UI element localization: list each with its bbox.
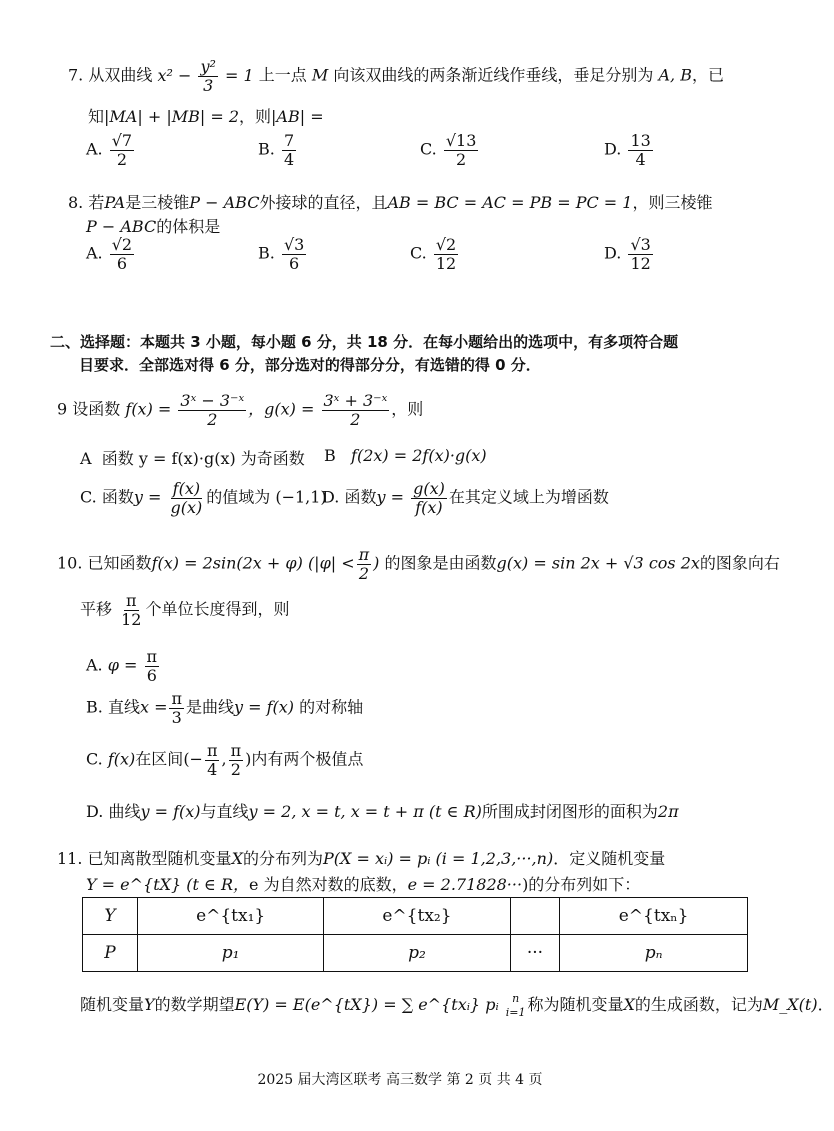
q9-number: 9 [57,399,68,419]
q10-line2: 平移 $\frac{\pi}{12}$ 个单位长度得到，则 [80,591,290,629]
q10-option-c: C. f(x)在区间(− $\frac{\pi}{4}$ , $\frac{\pi}{2}$ )内有两个极值点 [86,741,364,779]
q8-option-d: D. $\frac{√3}{12}$ [604,235,651,273]
q7-number: 7. [68,65,84,85]
q9-option-d: D. 函数y = $\frac{g(x)}{f(x)}$ 在其定义域上为增函数 [322,479,609,517]
table-cell: Y [83,898,138,935]
table-cell: e^{tx₂} [324,898,510,935]
table-cell: p₁ [138,935,324,972]
q8-option-b: B. $\frac{√3}{6}$ [258,235,305,273]
q7-option-d: D. $\frac{13}{4}$ [604,131,651,169]
q7-line2: 知|MA| + |MB| = 2，则|AB| = [88,107,324,126]
q11-generating-function: 随机变量Y的数学期望E(Y) = E(e^{tX}) = ∑ e^{txᵢ} pᵢ n i=1 称为随机变量X的生成函数，记为M_X(t)． [80,992,834,1019]
q9-stem: 9 设函数 f(x) = $\frac{\text{3ˣ − 3⁻ˣ}}{2}$ ，g(x) = $\frac{\text{3ˣ + 3⁻ˣ}}{2}$ ，则 [57,391,424,429]
q10-line1: 10. 已知函数f(x) = 2sin(2x + φ) (|φ| < $\frac{\pi}{2}$ ) 的图象是由函数g(x) = sin 2x + √3 cos 2x的图象向右 [57,545,780,583]
q11-line2: Y = e^{tX} (t ∈ R，e 为自然对数的底数，e = 2.71828···)的分布列如下： [86,875,641,894]
hyperbola-equation: x² − $\frac{\text{y²}}{3}$ = 1 [157,57,254,95]
table-cell: P [83,935,138,972]
q7-line1: 7. 从双曲线 x² − $\frac{\text{y²}}{3}$ = 1 上一点 M 向该双曲线的两条渐近线作垂线，垂足分别为 A, B，已 [68,57,724,95]
q11-line1: 11. 已知离散型随机变量X的分布列为P(X = xᵢ) = pᵢ (i = 1,2,3,···,n)．定义随机变量 [57,849,666,868]
q8-line1: 8. 若PA是三棱锥P − ABC外接球的直径，且AB = BC = AC = PB = PC = 1，则三棱锥 [68,193,713,212]
q11-number: 11. [57,849,83,868]
table-cell: e^{txₙ} [560,898,748,935]
q7-option-a: A. $\frac{√7}{2}$ [86,131,133,169]
table-cell [510,898,560,935]
q7-option-b: B. $\frac{7}{4}$ [258,131,295,169]
q10-option-a: A. φ = $\frac{\pi}{6}$ [86,647,158,685]
q9-option-c: C. 函数y = $\frac{f(x)}{g(x)}$ 的值域为 (−1,1) [80,479,327,517]
distribution-table [82,897,748,972]
table-row [83,935,748,972]
q8-line2: P − ABC的体积是 [86,217,221,236]
q9-option-b: B f(2x) = 2f(x)·g(x) [324,446,487,465]
table-row [83,898,748,935]
table-cell: ··· [510,935,560,972]
page-footer: 2025 届大湾区联考 高三数学 第 2 页 共 4 页 [257,1072,543,1088]
table-cell: e^{tx₁} [138,898,324,935]
q9-option-a: A 函数 y = f(x)·g(x) 为奇函数 [80,449,305,468]
section-2-instructions-line1: 二、选择题：本题共 3 小题，每小题 6 分，共 18 分．在每小题给出的选项中，有多项符合题 [50,333,679,351]
q10-number: 10. [57,553,83,573]
table-cell: pₙ [560,935,748,972]
q10-option-b: B. 直线x = $\frac{\pi}{3}$ 是曲线y = f(x) 的对称轴 [86,689,364,727]
sum-bounds: n i=1 [505,992,526,1019]
q8-number: 8. [68,193,84,212]
q8-option-c: C. $\frac{√2}{12}$ [410,235,457,273]
q8-option-a: A. $\frac{√2}{6}$ [86,235,133,273]
q7-option-c: C. $\frac{√13}{2}$ [420,131,477,169]
section-2-instructions-line2: 目要求．全部选对得 6 分，部分选对的得部分分，有选错的得 0 分． [79,356,541,374]
q10-option-d: D. 曲线y = f(x)与直线y = 2, x = t, x = t + π (t ∈ R)所围成封闭图形的面积为2π [86,802,679,821]
table-cell: p₂ [324,935,510,972]
